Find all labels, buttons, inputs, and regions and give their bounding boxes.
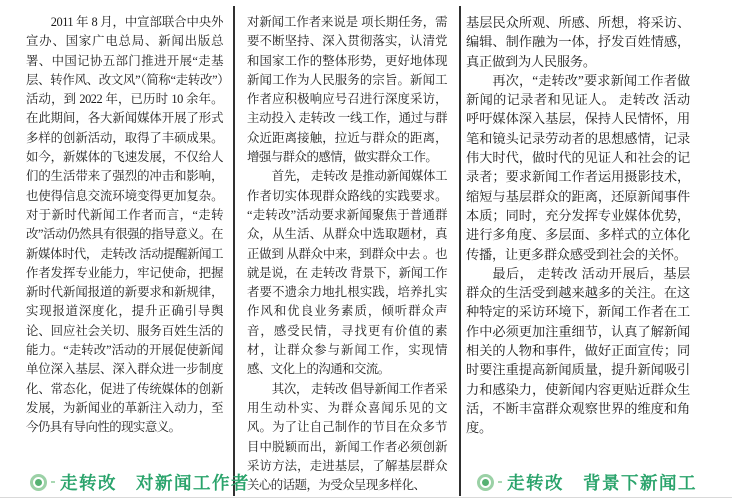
paragraph: 其次， 走转改 倡导新闻工作者采用生动朴实、为群众喜闻乐见的文风。为了让自己制作的节目在众多节目中脱颖而出，新闻工作者必须创新采访方法，走进基层，了解基层群众关心的话题，为受众呈现多样化、 bbox=[247, 381, 447, 493]
bullet-tick bbox=[498, 481, 502, 484]
bullet-circle-icon bbox=[30, 474, 47, 491]
text-column-1 bbox=[26, 13, 223, 438]
bullet-tick bbox=[51, 481, 55, 484]
paragraph: 首先， 走转改 是推动新闻媒体工作者切实体现群众路线的实践要求。“走转改”活动要求新闻聚焦于普通群众，从生活、从群众中选取题材，真正做到 从群众中来，到群众中去 。也就是说，在 走转改 背景下，新闻工作者要不遗余力地扎根实践，培养扎实作风和优良业务素质，倾听群众声音，感受民情，寻找更有价值的素材，让群众参与新闻工作，实现情感、文化上的沟通和交流。 bbox=[247, 169, 447, 377]
paragraph: 再次，“走转改”要求新闻工作者做新闻的记录者和见证人。 走转改 活动呼吁媒体深入基层，保持人民情怀，用笔和镜头记录劳动者的思想感情，记录伟大时代，做时代的见证人和社会的记录者；要求新闻工作者运用摄影技术，缩短与基层群众的距离，还原新闻事件本质；同时，充分发挥专业媒体优势，进行多角度、多层面、多样式的立体化传播，让更多群众感受到社会的关怀。 bbox=[466, 72, 690, 262]
bullet-dot bbox=[482, 479, 489, 486]
paragraph: 2011 年 8 月，中宣部联合中央外宣办、国家广电总局、新闻出版总署、中国记协五部门推进开展“走基层、转作风、改文风”（简称“走转改”）活动，到 2022 年，已历时 10 余年。在此期间，各大新闻媒体开展了形式多样的创新活动，取得了丰硕成果。如今，新媒体的飞速发展，不仅给人们的生活带来了强烈的冲击和影响，也使得信息交流环境变得更加复杂。对于新时代新闻工作者而言，“走转改”活动仍然具有很强的指导意义。在新媒体时代， 走转改 活动提醒新闻工作者发挥专业能力，牢记使命，把握新时代新闻报道的新要求和新规律，实现报道深度化，提升正确引导舆论、回应社会关切、服务百姓生活的能力。“走转改”活动的开展促使新闻单位深入基层、深入群众进一步制度化、常态化，促进了传统媒体的创新发展，为新闻业的革新注入动力，至今仍具有导向性的现实意义。 bbox=[26, 15, 223, 435]
section-heading-left bbox=[30, 469, 250, 495]
section-title: 走转改 对新闻工作者 bbox=[60, 472, 250, 493]
paragraph: 对新闻工作者来说是 项长期任务，需要不断坚持、深入贯彻落实，认清党和国家工作的整体形势，更好地体现新闻工作为人民服务的宗旨。新闻工作者应积极响应号召进行深度采访，主动投入 走转改 一线工作，通过与群众近距离接触，拉近与群众的距离，增强与群众的感情，做实群众工作。 bbox=[247, 15, 447, 165]
bullet-dot bbox=[35, 479, 42, 486]
section-title: 走转改 背景下新闻工 bbox=[507, 472, 697, 493]
column-divider-2 bbox=[459, 6, 461, 496]
column-divider-1 bbox=[233, 6, 235, 496]
bullet-circle-icon bbox=[477, 474, 494, 491]
section-heading-right bbox=[477, 469, 697, 495]
text-column-3 bbox=[466, 13, 690, 438]
paragraph: 最后， 走转改 活动开展后，基层群众的生活受到越来越多的关注。在这种特定的采访环境下，新闻工作者在工作中必须更加注重细节，认真了解新闻相关的人物和事件，做好正面宣传；同时要注重提高新闻质量，提升新闻吸引力和感染力，使新闻内容更贴近群众生活，不断丰富群众观察世界的维度和角度。 bbox=[466, 265, 690, 436]
text-column-2 bbox=[247, 13, 447, 495]
paragraph: 基层民众所观、所感、所想，将采访、编辑、制作融为一体，抒发百姓情感，真正做到为人民服务。 bbox=[466, 15, 690, 69]
page-bottom-rule bbox=[0, 497, 732, 498]
